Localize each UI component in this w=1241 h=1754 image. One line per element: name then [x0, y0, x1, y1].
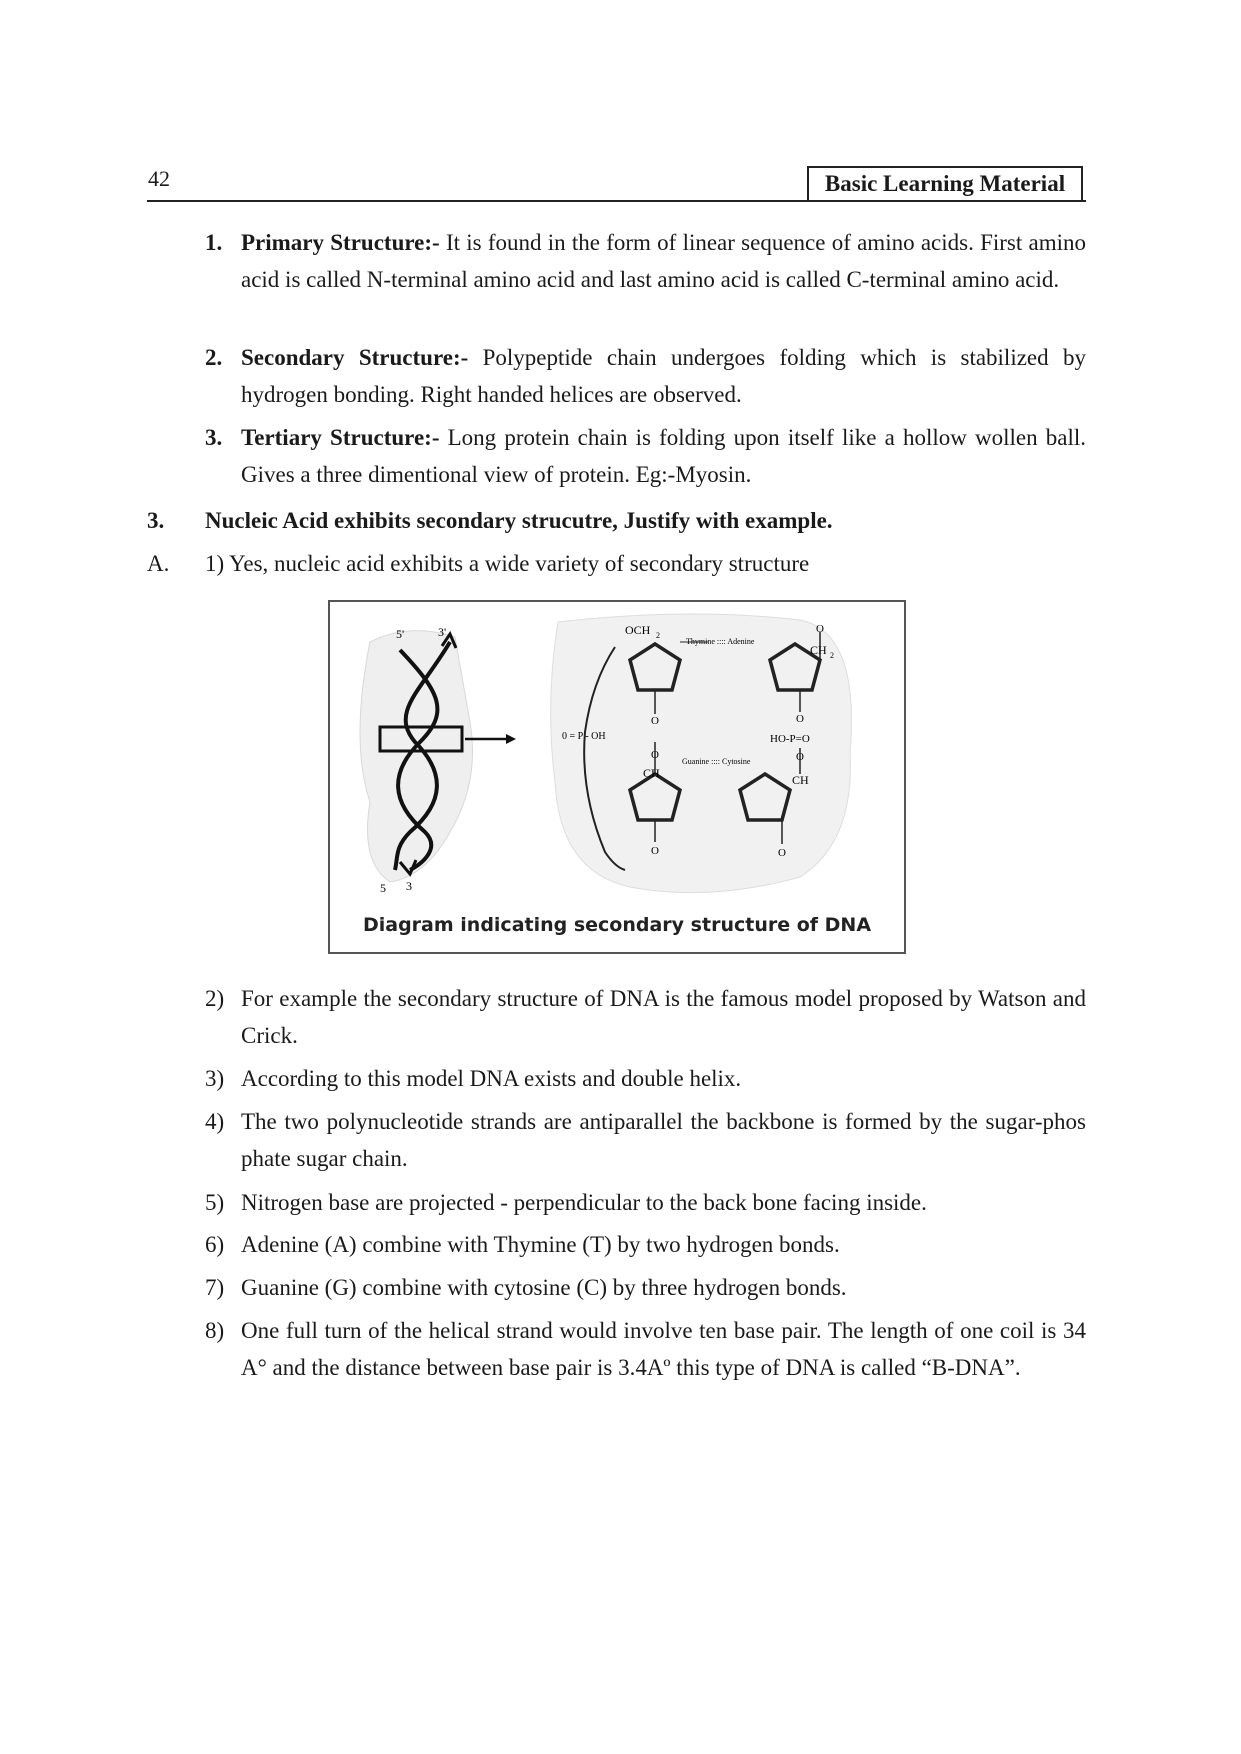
point-number: 3) [205, 1066, 225, 1091]
label-o-right-low: O [796, 751, 804, 763]
figure-caption: Diagram indicating secondary structure of DNA [362, 914, 872, 936]
point-text: Nitrogen base are projected - perpendicular to the back bone facing inside. [241, 1190, 927, 1215]
label-o-right-mid: O [796, 713, 804, 725]
page-number: 42 [148, 166, 170, 191]
label-o-bottom-left: O [651, 845, 659, 857]
point-text: The two polynucleotide strands are antiparallel the backbone is formed by the sugar-phos phate sugar chain. [241, 1109, 1086, 1171]
label-ch2-left: CH [643, 766, 660, 780]
header-rule [147, 200, 1086, 202]
question-number: 3. [147, 508, 165, 533]
answer-point-8 [205, 1312, 1086, 1386]
question-text: Nucleic Acid exhibits secondary strucutre, Justify with example. [205, 508, 833, 533]
label-phosphate-left: 0 = P - OH [562, 731, 606, 742]
point-text: According to this model DNA exists and double helix. [241, 1066, 742, 1091]
point-text: One full turn of the helical strand would involve ten base pair. The length of one coil is 34 A° and the distance between base pair is 3.4Aº this type of DNA is called “B-DNA”. [241, 1318, 1086, 1380]
label-ch2-top-right: CH [810, 643, 827, 657]
point-number: 8) [205, 1318, 225, 1343]
answer-intro [147, 545, 1086, 582]
answer-label: A. [147, 551, 170, 576]
item-number: 1. [205, 230, 223, 255]
label-thymine-adenine: Thymine :::: Adenine [686, 637, 755, 646]
label-top-5: 5' [396, 627, 405, 641]
dna-figure [328, 600, 906, 954]
label-o-left-low: O [651, 749, 659, 761]
point-number: 4) [205, 1109, 225, 1134]
label-phosphate-right: HO-P=O [770, 733, 810, 745]
answer-first-point: 1) Yes, nucleic acid exhibits a wide variety of secondary structure [205, 551, 810, 576]
item-term: Primary Structure:- [241, 230, 440, 255]
answer-point-5 [205, 1184, 1086, 1221]
label-guanine-cytosine: Guanine :::: Cytosine [682, 757, 751, 766]
point-number: 6) [205, 1232, 225, 1257]
item-term: Secondary Structure:- [241, 345, 469, 370]
backbone-shading [551, 614, 852, 893]
label-och2: OCH [625, 623, 651, 637]
item-number: 3. [205, 425, 223, 450]
answer-point-2 [205, 980, 1086, 1054]
zoom-arrowhead [506, 734, 516, 744]
point-text: Adenine (A) combine with Thymine (T) by two hydrogen bonds. [241, 1232, 840, 1257]
label-o-bottom-right: O [778, 847, 786, 859]
item-text: Polypeptide chain undergoes folding which is stabilized by hydrogen bonding. Right handed helices are observed. [241, 345, 1086, 407]
label-bottom-3: 3 [406, 879, 412, 893]
item-text: It is found in the form of linear sequence of amino acids. First amino acid is called N-terminal amino acid and last amino acid is called C-terminal amino acid. [241, 230, 1087, 292]
item-term: Tertiary Structure:- [241, 425, 440, 450]
label-o-left-mid: O [651, 715, 659, 727]
label-ch2-top-right-sub: 2 [830, 651, 834, 660]
label-ch2-right: CH [792, 773, 809, 787]
answer-point-4 [205, 1103, 1086, 1177]
label-top-3: 3' [438, 625, 447, 639]
label-och2-sub: 2 [656, 631, 660, 640]
question [147, 502, 1086, 539]
structure-item-primary [205, 224, 1086, 298]
label-o-top-right: O [816, 623, 824, 635]
structure-item-secondary [205, 339, 1086, 413]
point-number: 2) [205, 986, 225, 1011]
point-number: 5) [205, 1190, 225, 1215]
point-number: 7) [205, 1275, 225, 1300]
point-text: For example the secondary structure of DNA is the famous model proposed by Watson and Crick. [241, 986, 1086, 1048]
answer-point-7 [205, 1269, 1086, 1306]
running-header: Basic Learning Material [807, 166, 1083, 200]
answer-point-3 [205, 1060, 1086, 1097]
item-text: Long protein chain is folding upon itself like a hollow wollen ball. Gives a three dimentional view of protein. Eg:-Myosin. [241, 425, 1086, 487]
item-number: 2. [205, 345, 223, 370]
label-bottom-5: 5 [380, 881, 386, 895]
answer-point-6 [205, 1226, 1086, 1263]
dna-diagram [330, 602, 904, 912]
point-text: Guanine (G) combine with cytosine (C) by three hydrogen bonds. [241, 1275, 847, 1300]
structure-item-tertiary [205, 419, 1086, 493]
